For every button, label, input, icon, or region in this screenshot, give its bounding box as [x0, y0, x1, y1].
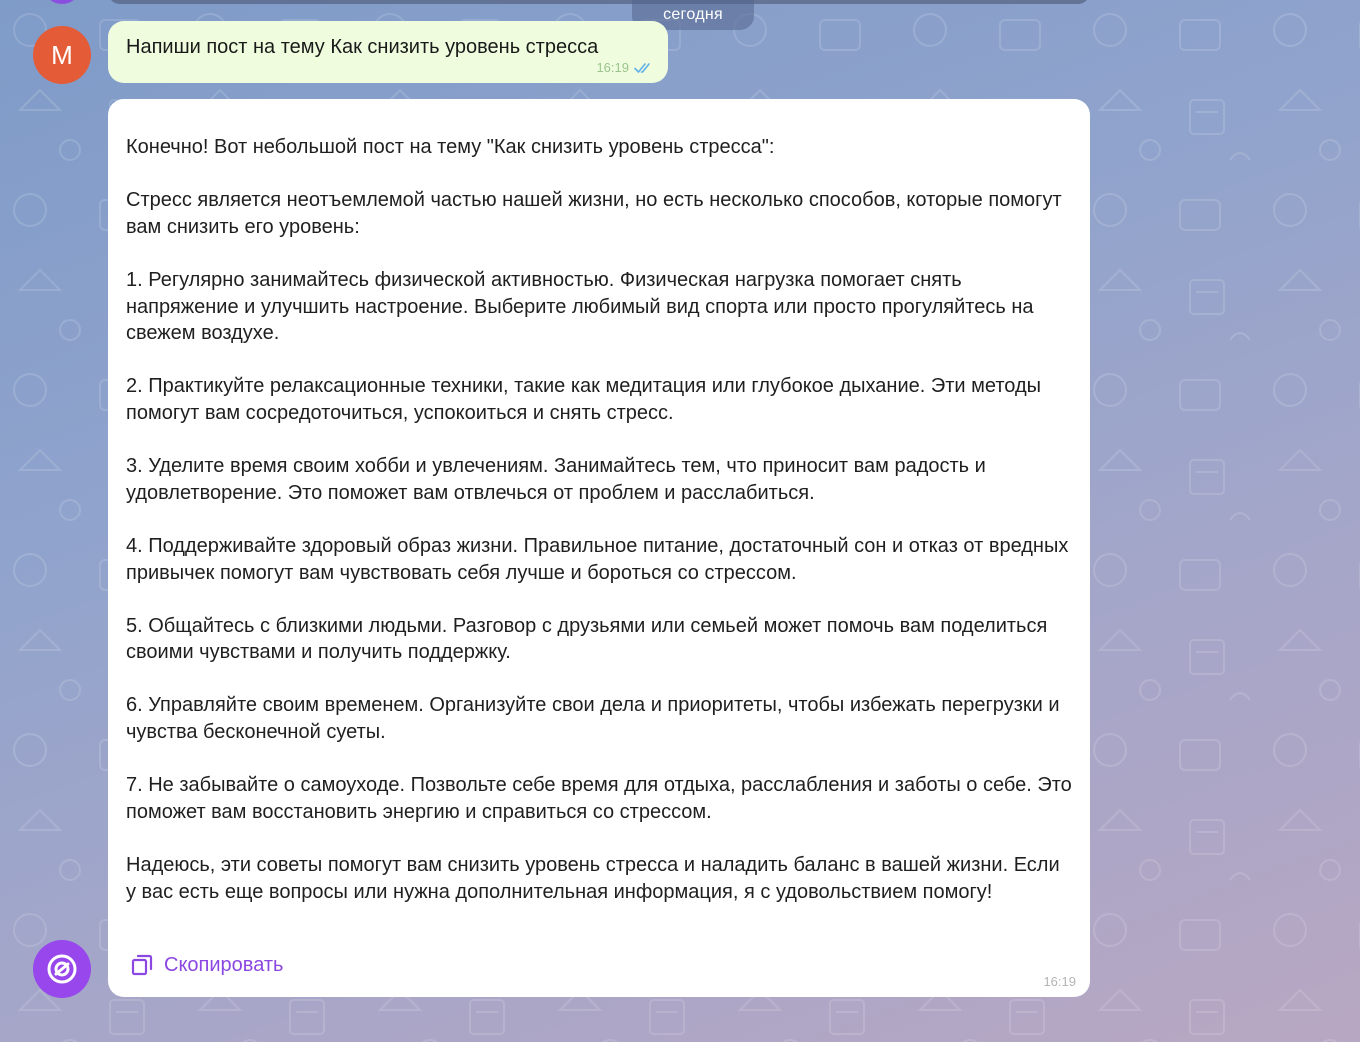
outgoing-message-time: 16:19 [596, 60, 629, 75]
outgoing-message-meta [596, 60, 654, 75]
copy-icon [130, 953, 154, 977]
message-paragraph: Конечно! Вот небольшой пост на тему "Как снизить уровень стресса": [126, 136, 775, 158]
message-paragraph: 1. Регулярно занимайтесь физической активностью. Физическая нагрузка помогает снять напряжение и улучшить настроение. Выберите любимый вид спорта или просто прогуляйтесь на свежем воздухе. [126, 268, 1034, 345]
message-paragraph: 4. Поддерживайте здоровый образ жизни. Правильное питание, достаточный сон и отказ от вредных привычек помогут вам чувствовать себя лучше и бороться со стрессом. [126, 534, 1069, 584]
message-paragraph: 6. Управляйте своим временем. Организуйте свои дела и приоритеты, чтобы избежать перегрузки и чувства бесконечной суеты. [126, 694, 1060, 744]
bot-avatar[interactable] [33, 940, 91, 998]
bot-logo-icon [45, 952, 79, 986]
message-paragraph: Надеюсь, эти советы помогут вам снизить уровень стресса и наладить баланс в вашей жизни. Если у вас есть еще вопросы или нужна дополнительная информация, я с удовольствием помогу! [126, 854, 1060, 903]
message-paragraph: 5. Общайтесь с близкими людьми. Разговор с друзьями или семьей может помочь вам поделиться своими чувствами и получить поддержку. [126, 614, 1048, 664]
message-paragraph: 3. Уделите время своим хобби и увлечениям. Занимайтесь тем, что приносит вам радость и удовлетворение. Это поможет вам отвлечься от проблем и расслабиться. [126, 455, 986, 504]
date-separator: сегодня [632, 0, 754, 30]
message-paragraph: Стресс является неотъемлемой частью нашей жизни, но есть несколько способов, которые помогут вам снизить его уровень: [126, 189, 1062, 238]
double-check-icon [634, 62, 654, 74]
incoming-message-text [126, 134, 1072, 905]
previous-avatar-edge [46, 0, 78, 4]
outgoing-message[interactable] [108, 21, 668, 83]
incoming-message-time: 16:19 [1043, 974, 1076, 989]
incoming-message[interactable] [108, 99, 1090, 997]
message-paragraph: 2. Практикуйте релаксационные техники, такие как медитация или глубокое дыхание. Эти методы помогут вам сосредоточиться, успокоиться и снять стресс. [126, 375, 1041, 424]
copy-button-label: Скопировать [164, 953, 284, 976]
outgoing-message-text: Напиши пост на тему Как снизить уровень стресса [126, 36, 599, 58]
message-paragraph: 7. Не забывайте о самоуходе. Позвольте себе время для отдыха, расслабления и заботы о себе. Это поможет вам восстановить энергию и справиться со стрессом. [126, 774, 1072, 823]
previous-message-edge [108, 0, 1090, 4]
copy-button[interactable] [130, 953, 283, 977]
user-avatar[interactable]: M [33, 26, 91, 84]
